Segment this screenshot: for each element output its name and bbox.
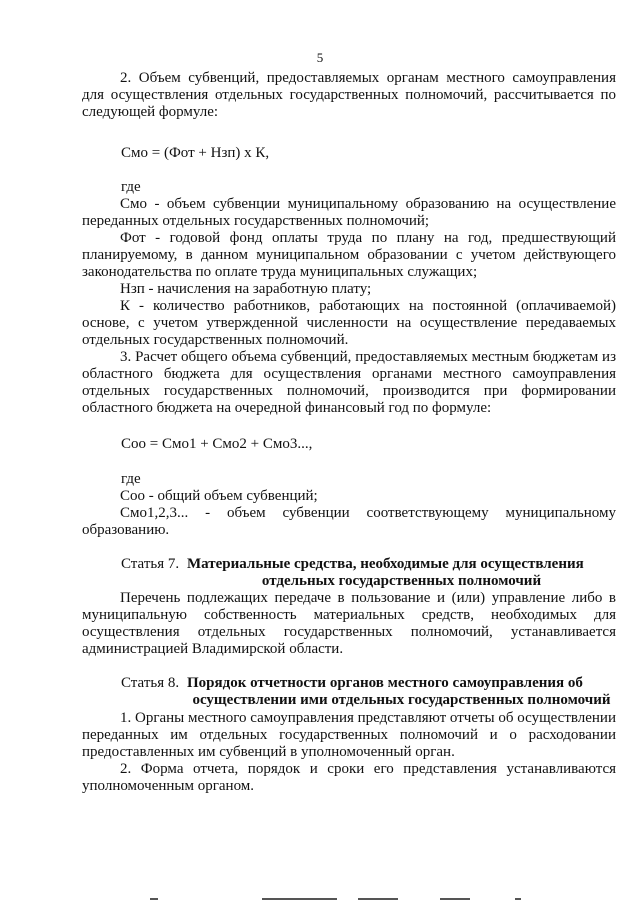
scan-edge-marks [0,898,640,902]
article-8-label: Статья 8. [121,675,180,691]
paragraph: 2. Объем субвенций, предоставляемых органам местного самоуправления для осуществления отдельных государственных полномочий, рассчитывается по следующей формуле: [82,70,616,120]
where-label-2: где [121,471,141,487]
definition-k: К - количество работников, работающих на постоянной (оплачиваемой) основе, с учетом утвержденной численности на осуществление передаваемых отдельных государственных полномочий. [82,298,616,348]
article-7-label: Статья 7. [121,556,180,572]
definition-fot: Фот - годовой фонд оплаты труда по плану на год, предшествующий планируемому, в данном муниципальном образовании с учетом действующего законодательства по оплате труда муниципальных служащих; [82,230,616,280]
definition-smo: Смо - объем субвенции муниципальному образованию на осуществление переданных отдельных государственных полномочий; [82,196,616,229]
article-7-heading [121,556,616,590]
formula-smo: Смо = (Фот + Нзп) х К, [121,145,270,161]
page-number: 5 [316,50,324,65]
article-8-paragraph-1: 1. Органы местного самоуправления представляют отчеты об осуществлении переданных им отдельных государственных полномочий и о расходовании предоставленных им субвенций в уполномоченный орган. [82,710,616,760]
article-7-title-line-1: Материальные средства, необходимые для осуществления [187,556,584,572]
definition-smo123: Смо1,2,3... - объем субвенции соответствующему муниципальному образованию. [82,505,616,538]
definition-soo: Соо - общий объем субвенций; [120,488,318,504]
article-8-body [82,710,616,795]
section-3-definitions [82,488,616,539]
article-8-paragraph-2: 2. Форма отчета, порядок и сроки его представления устанавливаются уполномоченным органом. [82,761,616,794]
formula-soo: Соо = Смо1 + Смо2 + Смо3..., [121,436,313,452]
article-7-text: Перечень подлежащих передаче в пользование и (или) управление либо в муниципальную собственность материальных средств, необходимых для осуществления отдельных государственных полномочий, устанавливается администрацией Владимирской области. [82,590,616,657]
article-8-heading [121,675,616,709]
section-2-intro [82,70,616,121]
article-8-title-line-1: Порядок отчетности органов местного самоуправления об [187,675,583,691]
article-7-title [187,556,616,590]
article-8-title-line-2: осуществлении ими отдельных государственных полномочий [192,692,611,708]
definition-nzp: Нзп - начисления на заработную плату; [120,281,372,297]
article-7-body [82,590,616,658]
where-label: где [121,179,141,195]
section-2-definitions [82,196,616,417]
article-7-title-line-2: отдельных государственных полномочий [261,573,542,589]
article-8-title [187,675,616,709]
section-3-intro: 3. Расчет общего объема субвенций, предоставляемых местным бюджетам из областного бюджета для осуществления органами местного самоуправления отдельных государственных полномочий, производится при формировании областного бюджета на очередной финансовый год по формуле: [82,349,616,416]
